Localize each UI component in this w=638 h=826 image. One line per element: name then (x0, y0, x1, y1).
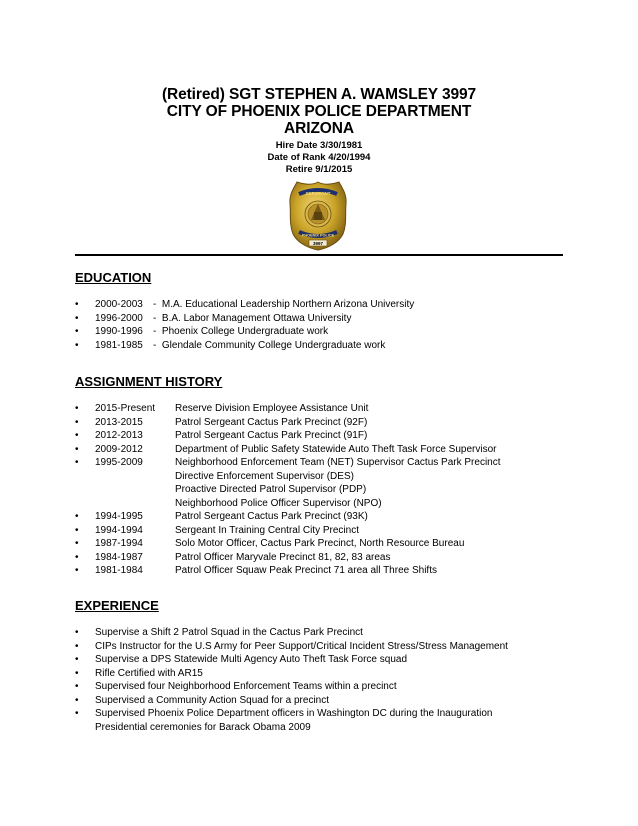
bullet-icon: • (75, 312, 79, 324)
experience-text: Supervise a DPS Statewide Multi Agency Auto Theft Task Force squad (95, 654, 408, 665)
assignment-subrole: Proactive Directed Patrol Supervisor (PDP) (175, 484, 367, 495)
bullet-icon: • (75, 565, 79, 576)
resume-header (0, 86, 638, 176)
experience-heading: EXPERIENCE (75, 598, 159, 613)
assignment-desc: Patrol Sergeant Cactus Park Precinct (93K) (175, 511, 368, 522)
education-desc: B.A. Labor Management Ottawa University (161, 312, 352, 324)
badge-number: 3997 (312, 240, 324, 246)
education-sep: - (153, 299, 157, 310)
assignment-item (75, 456, 565, 510)
bullet-icon: • (75, 430, 79, 441)
experience-section (75, 598, 565, 734)
assignment-item (75, 537, 565, 551)
assignment-item (75, 429, 565, 443)
bullet-icon: • (75, 551, 79, 563)
experience-text: Supervise a Shift 2 Patrol Squad in the Cactus Park Precinct (95, 627, 363, 638)
education-item (75, 339, 565, 353)
assignment-item (75, 510, 565, 524)
bullet-icon: • (75, 511, 79, 522)
experience-item (75, 667, 565, 681)
assignment-heading: ASSIGNMENT HISTORY (75, 374, 223, 389)
assignment-date: 2012-2013 (95, 430, 143, 441)
education-date: 1981-1985 (95, 339, 143, 351)
badge-top-text: SERGEANT (305, 191, 331, 196)
bullet-icon: • (75, 640, 79, 652)
assignment-section (75, 374, 565, 578)
experience-item (75, 626, 565, 640)
assignment-item (75, 564, 565, 578)
retire-date: Retire 9/1/2015 (285, 164, 353, 175)
assignment-desc: Patrol Officer Maryvale Precinct 81, 82, 83 areas (175, 551, 391, 563)
assignment-item (75, 443, 565, 457)
assignment-date: 1995-2009 (95, 457, 143, 468)
assignment-desc: Solo Motor Officer, Cactus Park Precinct, North Resource Bureau (175, 538, 465, 549)
education-desc: M.A. Educational Leadership Northern Arizona University (161, 299, 415, 310)
experience-item (75, 707, 565, 734)
education-desc: Phoenix College Undergraduate work (161, 326, 329, 337)
assignment-desc: Neighborhood Enforcement Team (NET) Supervisor Cactus Park Precinct (175, 457, 501, 468)
assignment-desc: Reserve Division Employee Assistance Unit (175, 403, 369, 414)
experience-text-cont: Presidential ceremonies for Barack Obama 2009 (95, 721, 311, 733)
experience-text: Supervised four Neighborhood Enforcement Teams within a precinct (95, 681, 397, 692)
assignment-date: 1994-1994 (95, 524, 143, 536)
education-section (75, 270, 565, 352)
education-sep: - (153, 339, 157, 351)
education-heading: EDUCATION (75, 270, 152, 285)
assignment-desc: Patrol Sergeant Cactus Park Precinct (92F) (175, 416, 368, 428)
bullet-icon: • (75, 443, 79, 455)
experience-text: Supervised a Community Action Squad for a precinct (95, 694, 330, 706)
experience-text: Rifle Certified with AR15 (95, 667, 203, 679)
assignment-desc: Patrol Sergeant Cactus Park Precinct (91F) (175, 430, 368, 441)
department-title: CITY OF PHOENIX POLICE DEPARTMENT (166, 103, 472, 120)
education-item (75, 325, 565, 339)
experience-item (75, 640, 565, 654)
bullet-icon: • (75, 627, 79, 638)
bullet-icon: • (75, 708, 79, 719)
experience-text: CIPs Instructor for the U.S Army for Peer Support/Critical Incident Stress/Stress Management (95, 640, 508, 652)
experience-item (75, 694, 565, 708)
assignment-item (75, 402, 565, 416)
rank-date: Date of Rank 4/20/1994 (267, 152, 371, 163)
police-badge (287, 180, 349, 252)
bullet-icon: • (75, 694, 79, 706)
experience-list (75, 626, 565, 734)
assignment-date: 2013-2015 (95, 416, 143, 428)
bullet-icon: • (75, 416, 79, 428)
bullet-icon: • (75, 457, 79, 468)
assignment-date: 2015-Present (95, 403, 156, 414)
bullet-icon: • (75, 681, 79, 692)
education-date: 1990-1996 (95, 326, 143, 337)
education-date: 1996-2000 (95, 312, 143, 324)
assignment-date: 1981-1984 (95, 565, 143, 576)
assignment-item (75, 524, 565, 538)
assignment-date: 1987-1994 (95, 538, 143, 549)
assignment-date: 1994-1995 (95, 511, 143, 522)
bullet-icon: • (75, 524, 79, 536)
hire-date: Hire Date 3/30/1981 (275, 140, 363, 151)
education-desc: Glendale Community College Undergraduate work (161, 339, 386, 351)
police-badge-icon (287, 180, 349, 252)
education-sep: - (153, 326, 157, 337)
name-title: (Retired) SGT STEPHEN A. WAMSLEY 3997 (161, 86, 477, 103)
bullet-icon: • (75, 299, 79, 310)
assignment-list (75, 402, 565, 578)
education-date: 2000-2003 (95, 299, 143, 310)
bullet-icon: • (75, 667, 79, 679)
assignment-item (75, 416, 565, 430)
assignment-item (75, 551, 565, 565)
assignment-date: 1984-1987 (95, 551, 143, 563)
badge-bottom-text: PHOENIX POLICE (301, 233, 335, 238)
assignment-desc: Sergeant In Training Central City Precinct (175, 524, 359, 536)
experience-item (75, 653, 565, 667)
experience-text: Supervised Phoenix Police Department officers in Washington DC during the Inauguration (95, 708, 493, 719)
education-item (75, 298, 565, 312)
experience-item (75, 680, 565, 694)
assignment-desc: Department of Public Safety Statewide Auto Theft Task Force Supervisor (175, 443, 497, 455)
education-list (75, 298, 565, 352)
education-sep: - (153, 312, 157, 324)
assignment-subrole: Neighborhood Police Officer Supervisor (NPO) (175, 497, 382, 509)
state-title: ARIZONA (284, 120, 354, 137)
bullet-icon: • (75, 538, 79, 549)
bullet-icon: • (75, 654, 79, 665)
bullet-icon: • (75, 339, 79, 351)
assignment-desc: Patrol Officer Squaw Peak Precinct 71 area all Three Shifts (175, 565, 437, 576)
bullet-icon: • (75, 326, 79, 337)
bullet-icon: • (75, 403, 79, 414)
header-divider (75, 254, 563, 256)
education-item (75, 312, 565, 326)
assignment-date: 2009-2012 (95, 443, 143, 455)
assignment-subrole: Directive Enforcement Supervisor (DES) (175, 470, 354, 482)
